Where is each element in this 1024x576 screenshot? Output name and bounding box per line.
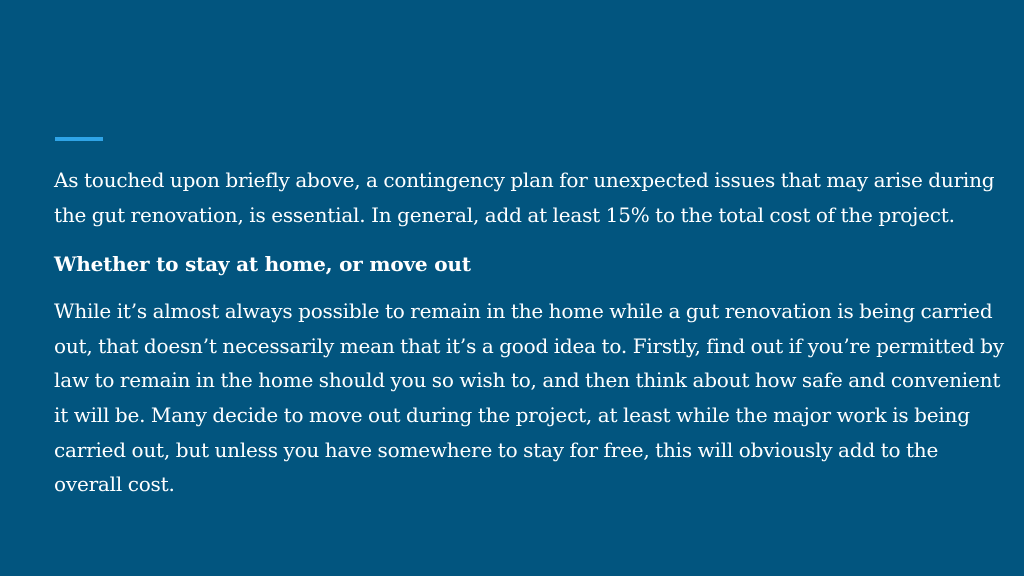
slide-content	[54, 163, 1004, 502]
accent-bar	[55, 137, 103, 141]
intro-paragraph: As touched upon briefly above, a contingency plan for unexpected issues that may arise during the gut renovation, is essential. In general, add at least 15% to the total cost of the project.	[54, 168, 995, 227]
section-heading: Whether to stay at home, or move out	[54, 252, 471, 277]
body-paragraph: While it’s almost always possible to remain in the home while a gut renovation is being carried out, that doesn’t necessarily mean that it’s a good idea to. Firstly, find out if you’re permitted by law to remain in the home should you so wish to, and then think about how safe and convenient it will be. Many decide to move out during the project, at least while the major work is being carried out, but unless you have somewhere to stay for free, this will obviously add to the overall cost.	[54, 299, 1004, 497]
